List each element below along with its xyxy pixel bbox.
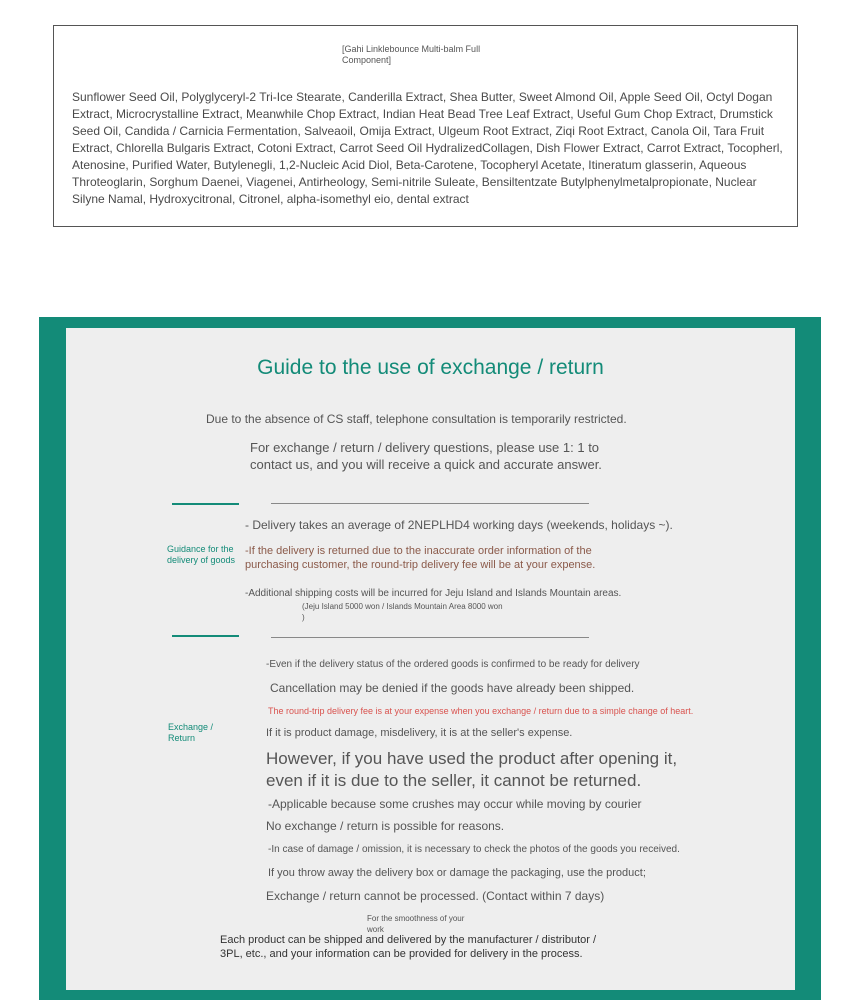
exchange-item-no-exchange: No exchange / return is possible for reasons. [266, 819, 505, 833]
footer-text-line2: 3PL, etc., and your information can be provided for delivery in the process. [220, 948, 583, 960]
exchange-item-used-product-line1: However, if you have used the product after opening it, [266, 749, 678, 768]
delivery-item-additional-costs: -Additional shipping costs will be incurred for Jeju Island and Islands Mountain areas. [245, 588, 622, 599]
exchange-section-rule [271, 637, 589, 638]
delivery-section-rule [271, 503, 589, 504]
exchange-item-packaging: If you throw away the delivery box or damage the packaging, use the product; [268, 867, 646, 879]
exchange-item-ready-for-delivery: -Even if the delivery status of the ordered goods is confirmed to be ready for delivery [266, 659, 640, 670]
ingredients-box [53, 25, 798, 227]
exchange-item-change-of-heart-fee: The round-trip delivery fee is at your expense when you exchange / return due to a simple change of heart. [268, 706, 694, 716]
delivery-item-returned-line1: -If the delivery is returned due to the inaccurate order information of the [245, 545, 592, 557]
exchange-item-cancellation-denied: Cancellation may be denied if the goods have already been shipped. [270, 681, 635, 695]
delivery-item-costs-note-line2: ) [302, 613, 305, 622]
footer-note-line2: work [367, 925, 384, 934]
footer-note-line1: For the smoothness of your [367, 914, 465, 923]
delivery-section-accent [172, 503, 239, 505]
guide-intro-cs-notice: Due to the absence of CS staff, telephone consultation is temporarily restricted. [206, 412, 627, 426]
delivery-item-returned-line2: purchasing customer, the round-trip delivery fee will be at your expense. [245, 559, 596, 571]
exchange-section-accent [172, 635, 239, 637]
exchange-section-label: Exchange / Return [168, 722, 214, 743]
ingredients-title: [Gahi Linklebounce Multi-balm Full Component] [342, 44, 481, 65]
delivery-section-label: Guidance for the delivery of goods [167, 544, 236, 565]
exchange-item-check-photos: -In case of damage / omission, it is necessary to check the photos of the goods you received. [268, 844, 680, 855]
delivery-item-costs-note-line1: (Jeju Island 5000 won / Islands Mountain Area 8000 won [302, 602, 503, 611]
exchange-item-used-product-line2: even if it is due to the seller, it cannot be returned. [266, 771, 642, 790]
delivery-item-average-time: - Delivery takes an average of 2NEPLHD4 working days (weekends, holidays ~). [245, 518, 673, 532]
footer-text-line1: Each product can be shipped and delivered by the manufacturer / distributor / [220, 934, 597, 946]
exchange-item-seller-expense: If it is product damage, misdelivery, it is at the seller's expense. [266, 727, 573, 739]
exchange-item-courier-crushes: -Applicable because some crushes may occur while moving by courier [268, 797, 642, 811]
guide-intro-contact-line1: For exchange / return / delivery questions, please use 1: 1 to [250, 440, 600, 455]
guide-card [66, 328, 795, 990]
ingredients-list: Sunflower Seed Oil, Polyglyceryl-2 Tri-Ice Stearate, Canderilla Extract, Shea Butter, Sweet Almond Oil, Apple Seed Oil, Octyl Dogan Extract, Microcrystalline Extract, Meanwhile Chop Extract, Indian Heat Bead Tree Leaf Extract, Useful Gum Chop Extract, Drumstick Seed Oil, Candida / Carnicia Fermentation, Salveaoil, Omija Extract, Ulgeum Root Extract, Ziqi Root Extract, Canola Oil, Tara Fruit Extract, Chlorella Bulgaris Extract, Cotoni Extract, Carrot Seed Oil HydralizedCollagen, Dish Flower Extract, Carrot Extract, Tocopherl, Atenosine, Purified Water, Butylenegli, 1,2-Nucleic Acid Diol, Beta-Carotene, Tocopheryl Acetate, Itineratum glasserin, Aqueous Throteoglarin, Sorghum Daenei, Viagenei, Antirheology, Semi-nitrile Suleate, Bensiltentzate Butylphenylmetalpropionate, Nuclear Silyne Namal, Hydroxycitronal, Citronel, alpha-isomethyl eio, dental extract [72, 90, 783, 206]
exchange-return-guide [39, 317, 821, 1000]
guide-intro-contact-line2: contact us, and you will receive a quick and accurate answer. [250, 457, 602, 472]
guide-title: Guide to the use of exchange / return [257, 356, 604, 379]
exchange-item-contact-7-days: Exchange / return cannot be processed. (Contact within 7 days) [266, 889, 605, 903]
